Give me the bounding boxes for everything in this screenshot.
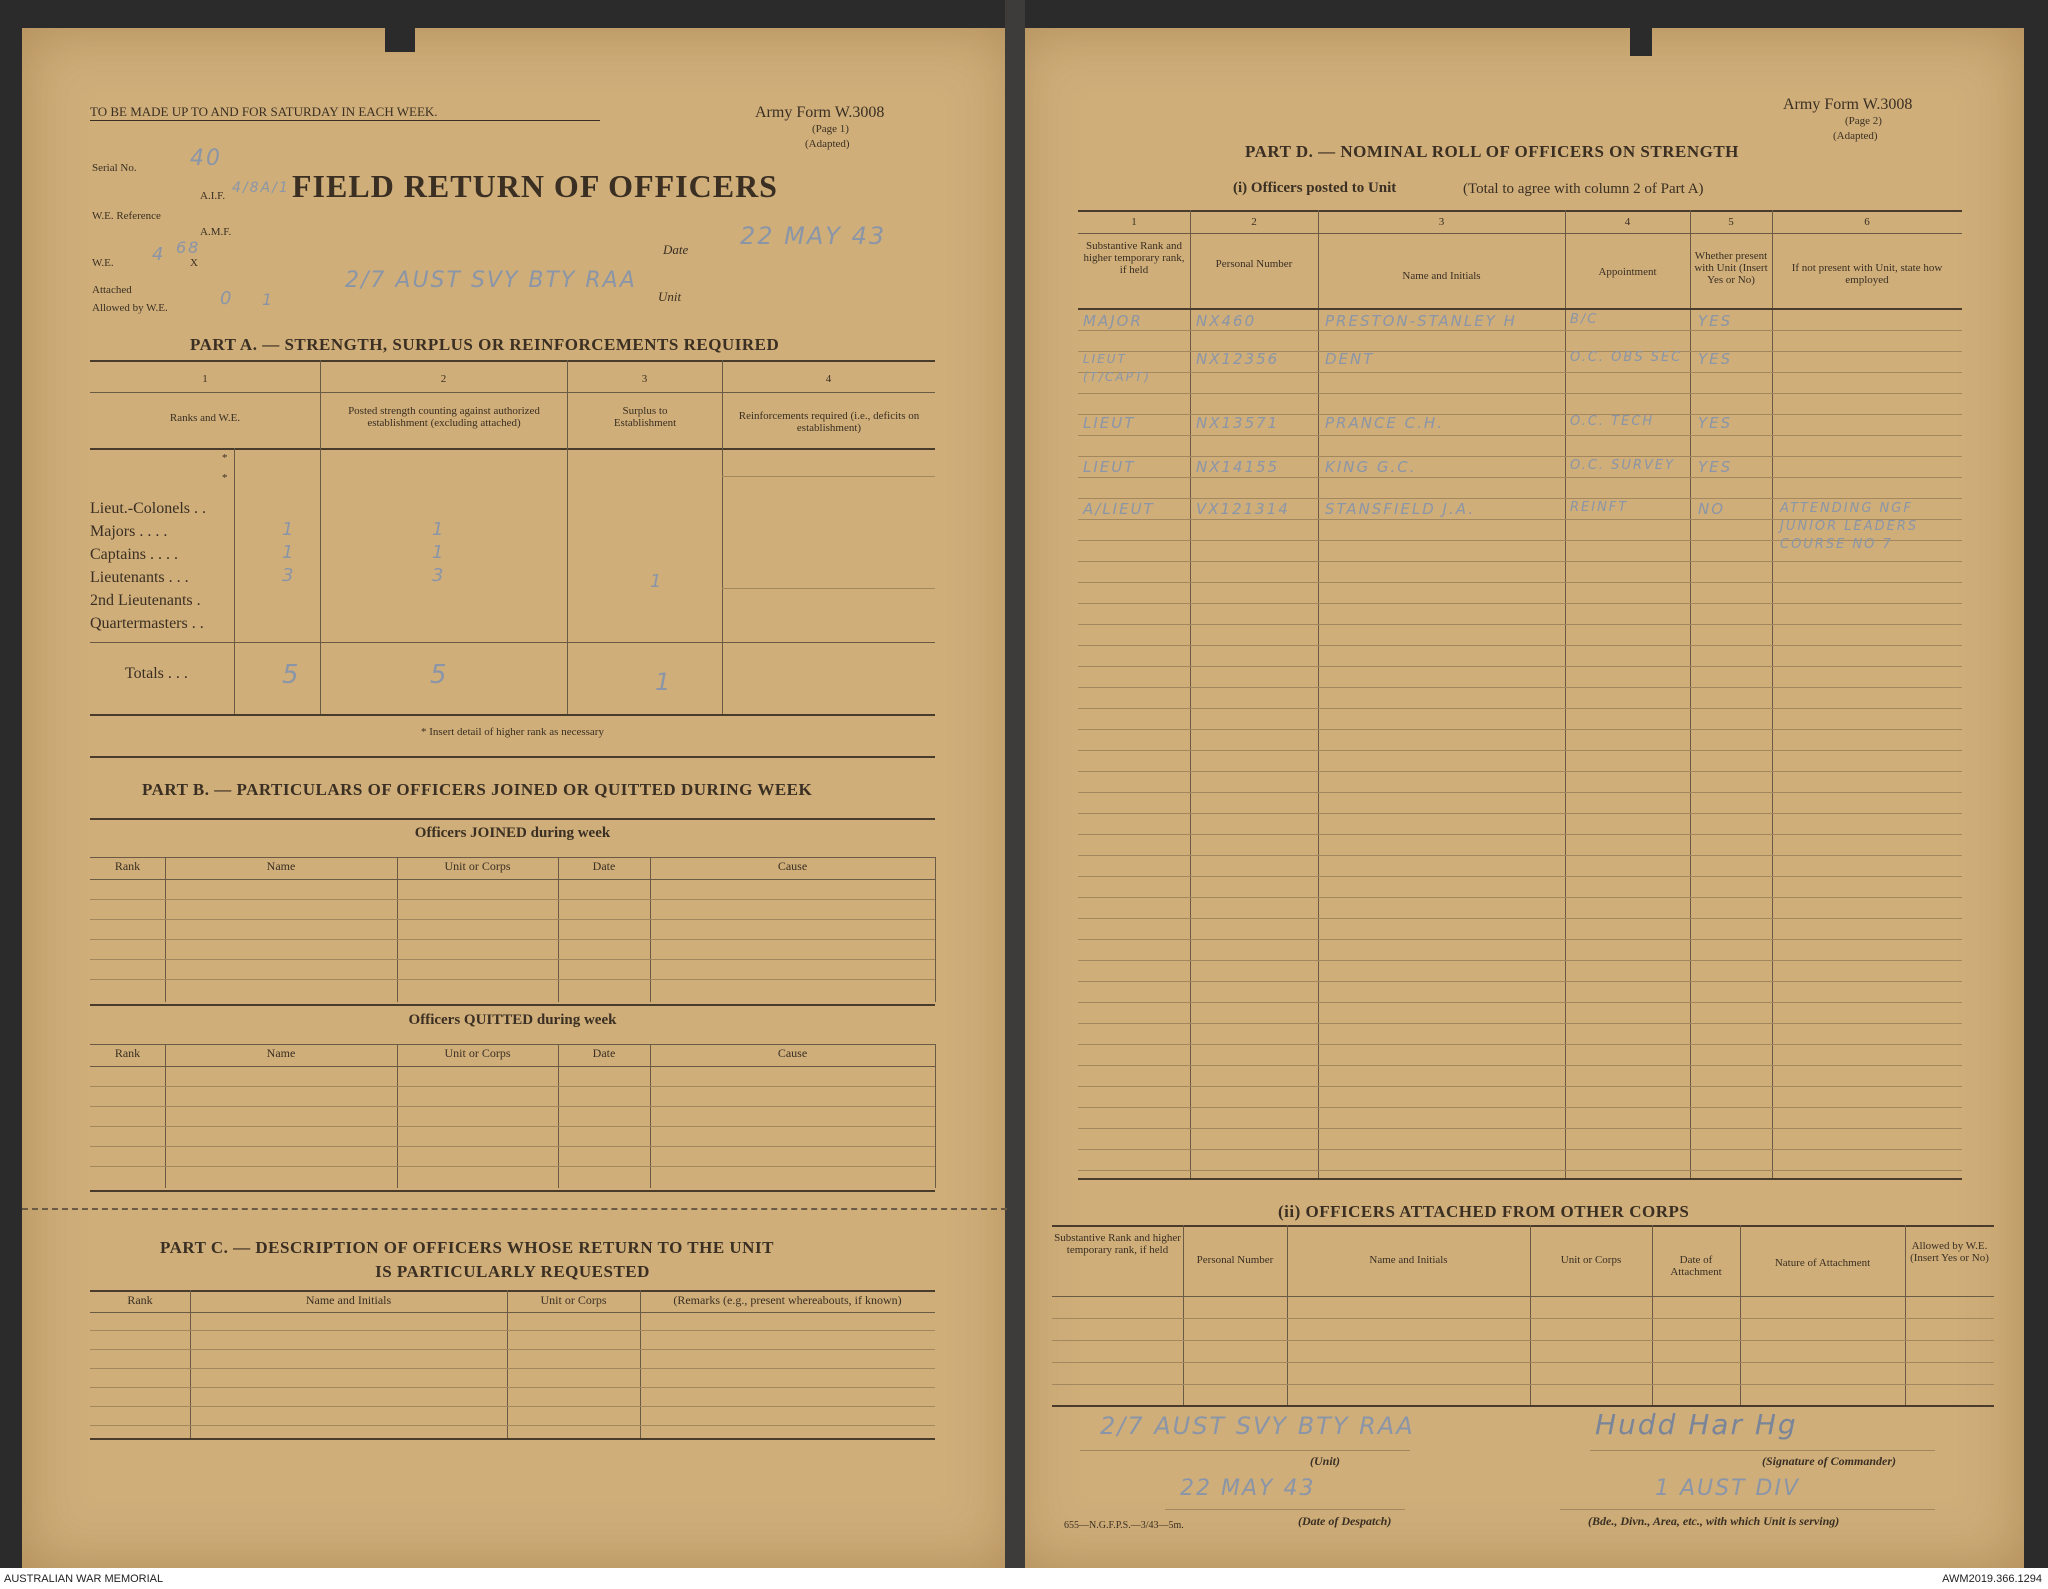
serial-label: Serial No. <box>92 162 137 174</box>
col-num: 1 <box>202 373 208 385</box>
ruled-line <box>1078 876 1962 877</box>
col-num: 2 <box>1251 216 1257 228</box>
signature-label: (Signature of Commander) <box>1762 1454 1897 1468</box>
form-title: FIELD RETURN OF OFFICERS <box>292 168 778 204</box>
grid-line <box>90 1425 935 1426</box>
ruled-line <box>1078 645 1962 646</box>
ruled-line <box>1078 1086 1962 1087</box>
adapted-note: (Adapted) <box>805 138 850 150</box>
entry-rank: A/LIEUT <box>1083 500 1155 518</box>
quitted-heading: Officers QUITTED during week <box>408 1012 617 1028</box>
entry-employed: ATTENDING NGF JUNIOR LEADERS COURSE NO 7 <box>1780 501 1919 552</box>
col-head-cause: Cause <box>777 859 808 873</box>
col-head-reinforcements: Reinforcements required (i.e., deficits on establishment) <box>738 410 920 434</box>
part-d-col-head: Substantive Rank and higher temporary rank, if held <box>1083 240 1185 276</box>
ruled-line <box>1078 1149 1962 1150</box>
instruction-text: TO BE MADE UP TO AND FOR SATURDAY IN EACH WEEK. <box>90 104 600 121</box>
col-head-date: Date <box>592 859 616 873</box>
ruled-line <box>1078 624 1962 625</box>
entry-rank: LIEUT <box>1083 414 1136 432</box>
part-a-footnote: * Insert detail of higher rank as necessary <box>421 726 604 738</box>
part-c-col-head: Name and Initials <box>305 1293 392 1307</box>
entry-name: STANSFIELD J.A. <box>1325 500 1476 518</box>
despatch-unit-value: 2/7 AUST SVY BTY RAA <box>1100 1412 1415 1440</box>
part-a-row-rank: Quartermasters . . <box>90 615 204 632</box>
grid-line <box>558 857 559 1002</box>
grid-line <box>507 1290 508 1438</box>
date-value: 22 MAY 43 <box>740 222 887 250</box>
grid-line <box>397 857 398 1002</box>
grid-line <box>90 959 935 960</box>
x-value: 68 <box>176 238 201 257</box>
entry-present: YES <box>1698 350 1733 368</box>
attached-col-head: Personal Number <box>1196 1254 1274 1266</box>
part-d-col-head: Whether present with Unit (Insert Yes or No) <box>1694 250 1768 286</box>
part-c-col-head: Unit or Corps <box>540 1293 607 1307</box>
grid-line <box>90 1166 935 1167</box>
ruled-line <box>1078 1002 1962 1003</box>
ruled-line <box>1078 1023 1962 1024</box>
grid-line <box>90 939 935 940</box>
entry-name: PRESTON-STANLEY H <box>1325 312 1517 330</box>
entry-rank: LIEUT (T/CAPT) <box>1083 352 1151 384</box>
part-a-row-we: 3 <box>282 565 296 586</box>
sub-i-heading: (i) Officers posted to Unit <box>1233 180 1397 196</box>
x-label: X <box>190 257 198 269</box>
grid-line <box>1052 1384 1994 1385</box>
ruled-line <box>1078 1065 1962 1066</box>
despatch-date-value: 22 MAY 43 <box>1180 1476 1316 1501</box>
col-head-name: Name <box>266 859 296 873</box>
col-head-cause: Cause <box>777 1046 808 1060</box>
ruled-line <box>1078 393 1962 394</box>
entry-name: PRANCE C.H. <box>1325 414 1444 432</box>
col-num: 4 <box>1624 216 1631 228</box>
ruled-line <box>1078 456 1962 457</box>
part-c-heading-1: PART C. — DESCRIPTION OF OFFICERS WHOSE RETURN TO THE UNIT <box>160 1238 774 1257</box>
totals-label: Totals . . . <box>125 665 188 682</box>
totals-posted: 5 <box>430 660 449 690</box>
grid-line <box>1287 1225 1288 1405</box>
ruled-line <box>1078 897 1962 898</box>
ruled-line <box>1078 666 1962 667</box>
attached-col-head: Name and Initials <box>1369 1254 1448 1266</box>
grid-line <box>1565 210 1566 1178</box>
attached-col-head: Nature of Attachment <box>1774 1257 1871 1269</box>
grid-line <box>165 857 166 1002</box>
allowed-value: 0 <box>220 288 234 309</box>
part-c-col-head: (Remarks (e.g., present whereabouts, if known) <box>673 1293 902 1307</box>
part-c-heading-2: IS PARTICULARLY REQUESTED <box>375 1262 650 1281</box>
col-head-date: Date <box>592 1046 616 1060</box>
tear-mark <box>1630 22 1652 56</box>
army-form-label: Army Form W.3008 <box>755 104 885 121</box>
grid-line <box>1052 1340 1994 1341</box>
attached-col-head: Date of Attachment <box>1670 1254 1722 1278</box>
part-a-row-rank: * <box>222 452 228 464</box>
col-num: 6 <box>1864 216 1870 228</box>
grid-line <box>90 1146 935 1147</box>
part-d-heading: PART D. — NOMINAL ROLL OF OFFICERS ON STRENGTH <box>1245 142 1739 161</box>
col-num: 5 <box>1728 216 1734 228</box>
aif-value: 4/8A/1 <box>232 180 290 196</box>
unit-label: Unit <box>658 289 682 304</box>
grid-line <box>1183 1225 1184 1405</box>
part-a-row-rank: 2nd Lieutenants . <box>90 592 201 609</box>
grid-line <box>1078 233 1962 234</box>
adapted-note-p2: (Adapted) <box>1833 130 1878 142</box>
grid-line <box>935 857 936 1002</box>
ruled-line <box>1078 561 1962 562</box>
col-head-unit-or-corps: Unit or Corps <box>444 1046 511 1060</box>
grid-line <box>90 879 935 880</box>
ruled-line <box>1078 855 1962 856</box>
commander-signature: Hudd Har Hg <box>1595 1408 1798 1441</box>
page-number-p2: (Page 2) <box>1845 115 1882 127</box>
grid-line <box>1052 1296 1994 1297</box>
cut-line <box>22 1208 1007 1210</box>
printer-code: 655—N.G.F.P.S.—3/43—5m. <box>1064 1520 1184 1531</box>
grid-line <box>90 1406 935 1407</box>
grid-line <box>90 1126 935 1127</box>
col-num: 3 <box>641 373 648 385</box>
entry-appointment: B/C <box>1570 312 1599 327</box>
sub-ii-heading: (ii) OFFICERS ATTACHED FROM OTHER CORPS <box>1278 1202 1690 1221</box>
bde-value: 1 AUST DIV <box>1655 1476 1801 1501</box>
entry-number: NX12356 <box>1196 350 1280 368</box>
col-head-name: Name <box>266 1046 296 1060</box>
ruled-line <box>1078 834 1962 835</box>
ruled-line <box>1078 1044 1962 1045</box>
ruled-line <box>1078 330 1962 331</box>
allowed-label: Allowed by W.E. <box>92 302 168 314</box>
part-d-col-head: Appointment <box>1598 266 1657 278</box>
ruled-line <box>1078 435 1962 436</box>
col-head-surplus: Surplus to Establishment <box>613 405 677 429</box>
part-a-row-rank: Majors . . . . <box>90 523 168 540</box>
grid-line <box>640 1290 641 1438</box>
we-label: W.E. <box>92 257 114 269</box>
grid-line <box>90 919 935 920</box>
entry-number: VX121314 <box>1196 500 1290 518</box>
grid-line <box>90 1368 935 1369</box>
grid-line <box>1052 1318 1994 1319</box>
ruled-line <box>1078 1128 1962 1129</box>
we-value: 4 <box>152 244 166 265</box>
grid-line <box>1530 1225 1531 1405</box>
tear-mark <box>385 22 415 52</box>
ruled-line <box>1078 582 1962 583</box>
entry-appointment: REINFT <box>1570 500 1629 515</box>
entry-present: YES <box>1698 312 1733 330</box>
bde-label: (Bde., Divn., Area, etc., with which Unit is serving) <box>1588 1514 1840 1528</box>
grid-line <box>90 1106 935 1107</box>
entry-present: NO <box>1698 500 1726 518</box>
entry-present: YES <box>1698 414 1733 432</box>
col-head-ranks: Ranks and W.E. <box>169 412 241 424</box>
grid-line <box>935 1044 936 1188</box>
col-head-rank: Rank <box>114 1046 141 1060</box>
attached-col-head: Allowed by W.E. (Insert Yes or No) <box>1910 1240 1989 1264</box>
binding-spine <box>1005 0 1025 1589</box>
grid-line <box>90 1387 935 1388</box>
grid-line <box>650 857 651 1002</box>
entry-name: DENT <box>1325 350 1375 368</box>
serial-value: 40 <box>190 146 222 171</box>
entry-rank: MAJOR <box>1083 312 1143 330</box>
ruled-line <box>1078 960 1962 961</box>
part-a-row-posted: 3 <box>432 565 446 586</box>
ruled-line <box>1078 498 1962 499</box>
aif-label: A.I.F. <box>200 190 226 202</box>
joined-heading: Officers JOINED during week <box>414 825 611 841</box>
army-form-label-p2: Army Form W.3008 <box>1783 96 1913 113</box>
part-a-heading: PART A. — STRENGTH, SURPLUS OR REINFORCEMENTS REQUIRED <box>190 335 780 354</box>
grid-line <box>90 1330 935 1331</box>
part-a-row-rank: * <box>222 472 228 484</box>
ruled-line <box>1078 708 1962 709</box>
ruled-line <box>1078 918 1962 919</box>
part-a-row-surplus: 1 <box>650 571 664 592</box>
attached-label: Attached <box>92 284 132 296</box>
entry-number: NX14155 <box>1196 458 1280 476</box>
ruled-line <box>1078 771 1962 772</box>
date-label: Date <box>663 242 689 257</box>
part-d-col-head: Personal Number <box>1215 258 1293 270</box>
col-num: 2 <box>440 373 447 385</box>
ruled-line <box>1078 813 1962 814</box>
footer-bar <box>0 1568 2048 1589</box>
grid-line <box>90 1086 935 1087</box>
part-a-row-rank: Lieut.-Colonels . . <box>90 500 206 517</box>
ruled-line <box>1078 477 1962 478</box>
grid-line <box>190 1290 191 1438</box>
grid-line <box>1052 1362 1994 1363</box>
grid-line <box>90 1066 935 1067</box>
grid-line <box>90 1312 935 1313</box>
ruled-line <box>1078 603 1962 604</box>
part-d-col-head: If not present with Unit, state how employed <box>1791 262 1943 286</box>
part-a-row-we: 1 <box>282 519 296 540</box>
col-num: 3 <box>1438 216 1445 228</box>
col-num: 4 <box>825 373 832 385</box>
part-a-row-posted: 1 <box>432 519 446 540</box>
grid-line <box>1318 210 1319 1178</box>
despatch-date-label: (Date of Despatch) <box>1298 1514 1392 1528</box>
despatch-unit-label: (Unit) <box>1310 1454 1340 1468</box>
grid-line <box>722 476 935 477</box>
grid-line <box>722 588 935 589</box>
entry-name: KING G.C. <box>1325 458 1417 476</box>
part-a-row-we: 1 <box>282 542 296 563</box>
col-head-unit-or-corps: Unit or Corps <box>444 859 511 873</box>
part-d-col-head: Name and Initials <box>1402 270 1481 282</box>
ruled-line <box>1078 1107 1962 1108</box>
entry-number: NX460 <box>1196 312 1257 330</box>
col-head-rank: Rank <box>114 859 141 873</box>
ruled-line <box>1078 372 1962 373</box>
grid-line <box>90 1349 935 1350</box>
ruled-line <box>1078 792 1962 793</box>
footer-source: AUSTRALIAN WAR MEMORIAL <box>4 1573 164 1585</box>
ruled-line <box>1078 729 1962 730</box>
unit-value: 2/7 AUST SVY BTY RAA <box>345 268 637 293</box>
part-a-row-rank: Captains . . . . <box>90 546 178 563</box>
totals-we: 5 <box>282 660 301 690</box>
attached-col-head: Substantive Rank and higher temporary rank, if held <box>1054 1232 1181 1256</box>
grid-line <box>1690 210 1691 1178</box>
amf-label: A.M.F. <box>200 226 232 238</box>
part-c-col-head: Rank <box>127 1293 153 1307</box>
ruled-line <box>1078 750 1962 751</box>
grid-line <box>90 979 935 980</box>
grid-line <box>1772 210 1773 1178</box>
grid-line <box>90 899 935 900</box>
ruled-line <box>1078 981 1962 982</box>
col-head-posted: Posted strength counting against authorized establishment (excluding attached) <box>348 405 540 429</box>
sub-i-note: (Total to agree with column 2 of Part A) <box>1463 181 1704 197</box>
entry-rank: LIEUT <box>1083 458 1136 476</box>
part-a-row-rank: Lieutenants . . . <box>90 569 189 586</box>
ruled-line <box>1078 687 1962 688</box>
entry-appointment: O.C. TECH <box>1570 414 1655 429</box>
grid-line <box>1905 1225 1906 1405</box>
part-a-row-posted: 1 <box>432 542 446 563</box>
grid-line <box>1740 1225 1741 1405</box>
entry-appointment: O.C. SURVEY <box>1570 458 1676 473</box>
entry-appointment: O.C. OBS SEC <box>1570 350 1683 365</box>
allowed-x-value: 1 <box>262 290 275 309</box>
part-b-heading: PART B. — PARTICULARS OF OFFICERS JOINED OR QUITTED DURING WEEK <box>142 780 813 799</box>
entry-number: NX13571 <box>1196 414 1280 432</box>
totals-surplus: 1 <box>655 668 673 696</box>
page-number: (Page 1) <box>812 123 849 135</box>
ruled-line <box>1078 939 1962 940</box>
col-num: 1 <box>1131 216 1137 228</box>
we-reference-label: W.E. Reference <box>92 210 161 222</box>
attached-col-head: Unit or Corps <box>1560 1254 1622 1266</box>
ruled-line <box>1078 1170 1962 1171</box>
grid-line <box>1190 210 1191 1178</box>
entry-present: YES <box>1698 458 1733 476</box>
grid-line <box>1652 1225 1653 1405</box>
footer-accession: AWM2019.366.1294 <box>1942 1573 2042 1585</box>
